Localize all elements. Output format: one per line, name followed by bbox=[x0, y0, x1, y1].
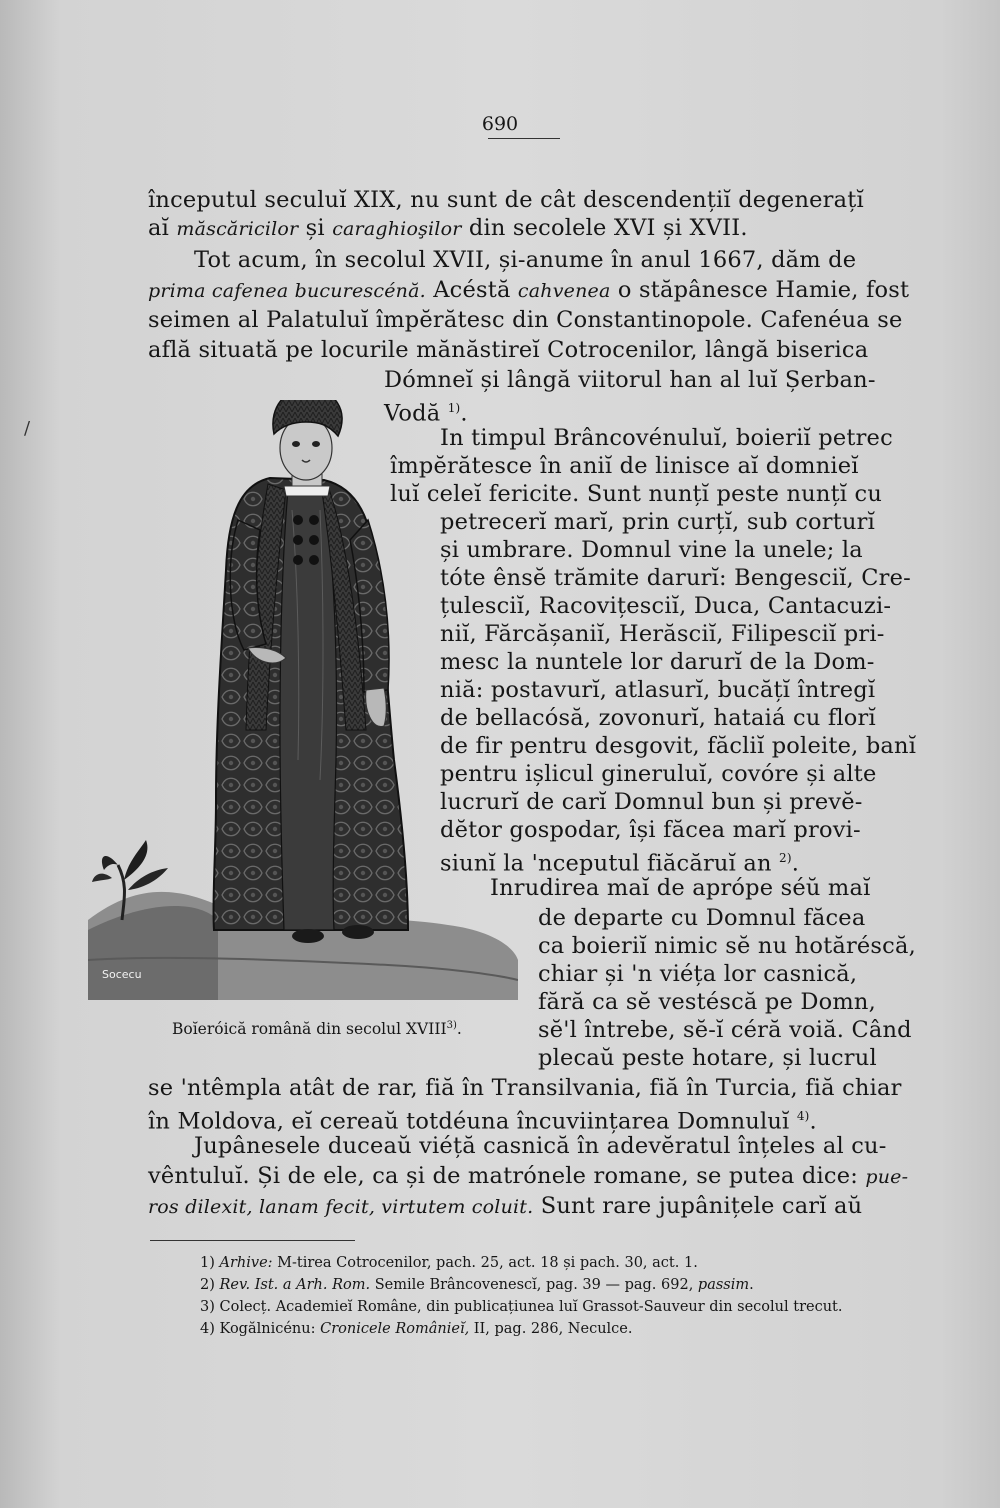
text-line-14: tóte ênsĕ trămite darurĭ: Bengesciĭ, Cre- bbox=[440, 565, 911, 591]
page-number-rule bbox=[488, 138, 560, 139]
text-line-32: se 'ntêmpla atât de rar, fiă în Transilvania, fiă în Turcia, fiă chiar bbox=[148, 1075, 902, 1101]
text-line-4: prima cafenea bucurescénă. Acéstă cahvenea o stăpânesce Hamie, fost bbox=[148, 277, 910, 303]
text-line-31: plecaŭ peste hotare, și lucrul bbox=[538, 1045, 877, 1071]
text-line-13: și umbrare. Domnul vine la unele; la bbox=[440, 537, 863, 563]
text-line-36: ros dilexit, lanam fecit, virtutem coluit. Sunt rare jupânițele carĭ aŭ bbox=[148, 1193, 863, 1219]
text-line-27: ca boieriĭ nimic sĕ nu hotăréscă, bbox=[538, 933, 916, 959]
text-line-11: luĭ celeĭ fericite. Sunt nunțĭ peste nunțĭ cu bbox=[390, 481, 883, 507]
text-line-17: mesc la nuntele lor darurĭ de la Dom- bbox=[440, 649, 875, 675]
text-line-29: fără ca sĕ vestéscă pe Domn, bbox=[538, 989, 876, 1015]
margin-mark: / bbox=[24, 418, 31, 439]
footnote-2: 2) Rev. Ist. a Arh. Rom. Semile Brâncovenescĭ, pag. 39 — pag. 692, passim. bbox=[200, 1277, 754, 1293]
text-line-2: aĭ măscăricilor și caraghioşilor din secolele XVI și XVII. bbox=[148, 215, 748, 241]
footnote-3: 3) Colecț. Academieĭ Române, din publicațiunea luĭ Grassot-Sauveur din secolul trecut. bbox=[200, 1299, 843, 1315]
text-line-10: împĕrătesce în aniĭ de linisce aĭ domnieĭ bbox=[390, 453, 859, 479]
text-line-9: In timpul Brâncovénuluĭ, boieriĭ petrec bbox=[440, 425, 893, 451]
artist-signature: Socecu bbox=[102, 968, 142, 981]
footnote-1: 1) Arhive: M-tirea Cotrocenilor, pach. 25, act. 18 și pach. 30, act. 1. bbox=[200, 1255, 698, 1271]
text-line-19: de bellacósă, zovonurĭ, hataiá cu florĭ bbox=[440, 705, 876, 731]
text-line-20: de fir pentru desgovit, făcliĭ poleite, banĭ bbox=[440, 733, 917, 759]
noblewoman-illustration bbox=[88, 400, 518, 1000]
text-line-6: află situată pe locurile mănăstireĭ Cotrocenilor, lângă biserica bbox=[148, 337, 869, 363]
text-line-16: niĭ, Fărcășaniĭ, Herăsciĭ, Filipesciĭ pri- bbox=[440, 621, 885, 647]
text-line-34: Jupânesele duceaŭ viéță casnică în adevĕratul înțeles al cu- bbox=[194, 1133, 887, 1159]
figure-caption: Boĭeróică română din secolul XVIII$^{3)}$. bbox=[172, 1020, 462, 1039]
text-line-24: siunĭ la 'nceputul fiăcăruĭ an $^{2)}$. bbox=[440, 850, 800, 877]
text-line-23: dĕtor gospodar, își făcea marĭ provi- bbox=[440, 817, 861, 843]
text-line-8: Vodă $^{1)}$. bbox=[384, 400, 468, 427]
text-line-5: seimen al Palatuluĭ împĕrătesc din Constantinopole. Cafenéua se bbox=[148, 307, 903, 333]
text-line-28: chiar și 'n viéța lor casnică, bbox=[538, 961, 858, 987]
page-number: 690 bbox=[481, 113, 519, 135]
text-line-22: lucrurĭ de carĭ Domnul bun și prevĕ- bbox=[440, 789, 863, 815]
footnote-rule bbox=[150, 1240, 355, 1241]
text-line-35: vêntuluĭ. Și de ele, ca și de matrónele romane, se putea dice: pue- bbox=[148, 1163, 909, 1189]
text-line-33: în Moldova, eĭ cereaŭ totdéuna încuviințarea Domnuluĭ $^{4)}$. bbox=[148, 1108, 817, 1135]
text-line-18: niă: postavurĭ, atlasurĭ, bucățĭ întregĭ bbox=[440, 677, 876, 703]
text-line-25: Inrudirea maĭ de aprópe séŭ maĭ bbox=[490, 875, 871, 901]
text-line-3: Tot acum, în secolul XVII, și-anume în anul 1667, dăm de bbox=[194, 247, 857, 273]
footnote-4: 4) Kogălnicénu: Cronicele Românieĭ, II, pag. 286, Neculce. bbox=[200, 1321, 633, 1337]
text-line-15: țulesciĭ, Racovițesciĭ, Duca, Cantacuzi- bbox=[440, 593, 892, 619]
text-line-30: sĕ'l întrebe, sĕ-ĭ céră voiă. Când bbox=[538, 1017, 912, 1043]
text-line-1: începutul seculuĭ XIX, nu sunt de cât descendențiĭ degenerațĭ bbox=[148, 187, 864, 213]
text-line-21: pentru ișlicul gineruluĭ, covóre și alte bbox=[440, 761, 877, 787]
text-line-12: petrecerĭ marĭ, prin curțĭ, sub corturĭ bbox=[440, 509, 876, 535]
text-line-26: de departe cu Domnul făcea bbox=[538, 905, 866, 931]
text-line-7: Dómneĭ și lângă viitorul han al luĭ Șerban- bbox=[384, 367, 876, 393]
